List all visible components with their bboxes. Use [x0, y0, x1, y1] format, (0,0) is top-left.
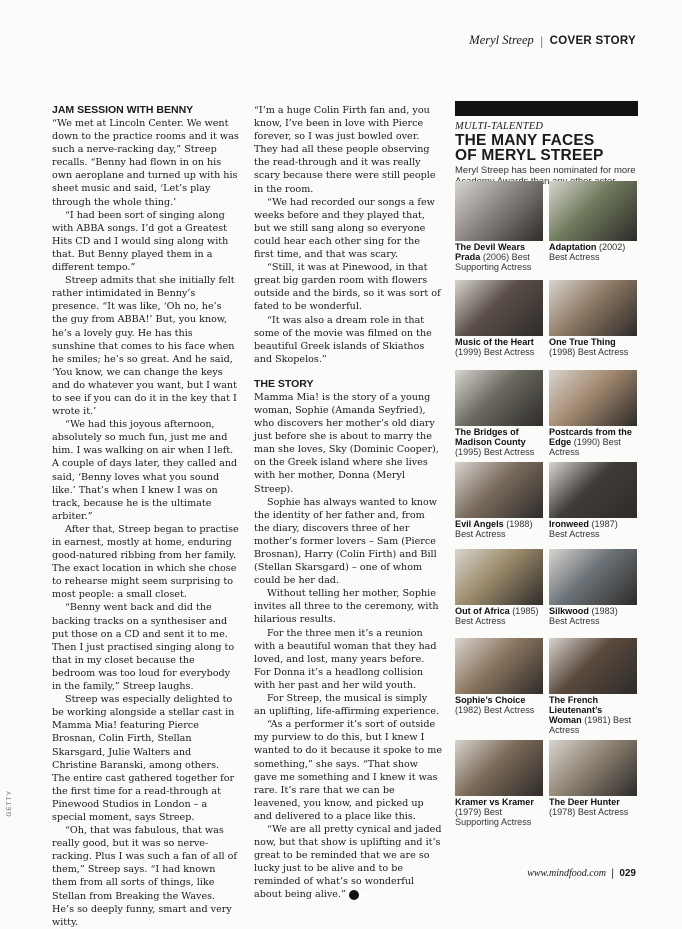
paragraph: “Oh, that was fabulous, that was really good, but it was so nerve-racking. Plus I was such a fan of all of them,” Streep says. “I had known them from all sorts of things, like Stellan from Breaking the Waves. He’s so deeply funny, smart and very witty.	[52, 825, 237, 928]
film-item	[549, 549, 637, 638]
film-award-detail: (2002) Best Actress	[549, 242, 626, 262]
paragraph-text: “We are all pretty cynical and jaded now, but that show is uplifting and it’s great to be reminded that we are so lucky just to be alive and to be reminded of what’s so wonderful about being alive.”	[254, 823, 442, 901]
paragraph: Mamma Mia! is the story of a young woman, Sophie (Amanda Seyfried), who discovers her mother’s old diary just before she is about to marry the man she loves, Sky (Dominic Cooper), on the Greek island where she lives with her mother, Donna (Meryl Streep).	[254, 391, 439, 495]
film-award-detail: (1981) Best Actress	[549, 715, 632, 735]
film-item	[455, 638, 543, 740]
film-award-detail: (1990) Best Actress	[549, 437, 621, 457]
film-award-detail: (1988) Best Actress	[455, 519, 533, 539]
film-caption	[455, 518, 543, 549]
paragraph: For the three men it’s a reunion with a beautiful woman that they had loved, and lost, many years before. For Donna it’s a headlong collision with her past and her wild youth.	[254, 627, 437, 691]
film-still-photo	[455, 549, 543, 605]
film-award-detail: (1983) Best Actress	[549, 606, 618, 626]
section-heading-jam-session: JAM SESSION WITH BENNY	[52, 104, 194, 116]
paragraph: “We had this joyous afternoon, absolutely so much fun, just me and him. I was walking on air when I left. A couple of days later, they called and said, ‘Benny loves what you sound like.’ That’s when I knew I was on track, because he is the ultimate arbiter.”	[52, 419, 238, 522]
film-title: Music of the Heart	[455, 337, 534, 347]
sidebar-intro: Meryl Streep has been nominated for more	[455, 165, 636, 176]
film-title: Evil Angels	[455, 519, 504, 529]
film-caption	[455, 336, 543, 370]
film-award-detail: (1998) Best Actress	[549, 347, 629, 357]
film-still-photo	[549, 280, 637, 336]
film-title: Kramer vs Kramer	[455, 797, 534, 807]
film-still-photo	[455, 370, 543, 426]
paragraph: “Still, it was at Pinewood, in that great big garden room with flowers outside and the birds, so it was sort of fated to be wonderful.	[254, 262, 441, 313]
sidebar-title	[455, 133, 638, 163]
film-title: Sophie’s Choice	[455, 695, 526, 705]
film-item	[455, 462, 543, 549]
end-mark-icon: MF	[349, 890, 359, 900]
film-award-detail: (1999) Best Actress	[455, 347, 535, 357]
page-footer	[527, 868, 636, 879]
paragraph: Streep was especially delighted to be working alongside a stellar cast in Mamma Mia! featuring Pierce Brosnan, Colin Firth, Stellan Skarsgard, Julie Walters and Christine Baranski, among others. The entire cast gathered together for the first time for a read-through at Pinewood Studios in London – a special moment, says Streep.	[52, 694, 235, 823]
film-award-detail: (1987) Best Actress	[549, 519, 618, 539]
film-caption	[455, 241, 543, 280]
sidebar-kicker: MULTI-TALENTED	[455, 121, 544, 132]
film-item	[549, 462, 637, 549]
film-item	[455, 549, 543, 638]
paragraph: Streep admits that she initially felt rather intimidated in Benny’s presence. “It was like, ‘Oh no, he’s the guy from ABBA!’ But, you know, he’s a lovely guy. He has this sunshine that comes to his face when he smiles; he’s so great. And he said, ‘You know, we can change the keys and do whatever you want, but I want to see if you can do it in the key that I wrote it.’	[52, 275, 237, 418]
header-separator: |	[539, 33, 544, 48]
paragraph: “I’m a huge Colin Firth fan and, you know, I’ve been in love with Pierce forever, so I was just bowled over. They had all these people observing the read-through and it was really scary because there were still people in the room.	[254, 105, 436, 195]
film-still-photo	[549, 740, 637, 796]
sidebar-black-bar	[455, 101, 638, 116]
paragraph: After that, Streep began to practise in earnest, mostly at home, enduring good-natured ribbing from her family. The exact location in which she chose to rehearse might seem surprising to most people: a small closet.	[52, 523, 239, 601]
film-still-photo	[549, 181, 637, 241]
film-award-detail: (1979) Best Supporting Actress	[455, 807, 532, 827]
film-title: One True Thing	[549, 337, 616, 347]
film-row	[455, 181, 638, 280]
film-award-detail: (1995) Best Actress	[455, 447, 535, 457]
film-item	[455, 280, 543, 370]
film-caption	[549, 694, 637, 740]
film-title: Ironweed	[549, 519, 589, 529]
film-award-detail: (1978) Best Actress	[549, 807, 629, 817]
paragraph: “I had been sort of singing along with ABBA songs. I’d got a Greatest Hits CD and I would sing along with that. But Benny played them in a different tempo.”	[52, 209, 229, 274]
film-caption	[549, 336, 637, 370]
film-title: The Bridges of Madison County	[455, 427, 526, 447]
film-still-photo	[549, 370, 637, 426]
sidebar-title-line: THE MANY FACES	[455, 132, 595, 149]
film-item	[549, 370, 637, 462]
header-section: COVER STORY	[549, 34, 636, 47]
film-title: The Devil Wears Prada	[455, 242, 526, 262]
article-column-1	[52, 104, 239, 929]
film-caption	[455, 796, 543, 837]
photo-credit: GETTY	[6, 790, 13, 817]
film-still-photo	[549, 462, 637, 518]
film-item	[549, 280, 637, 370]
film-title: The Deer Hunter	[549, 797, 620, 807]
film-caption	[549, 426, 637, 462]
film-row	[455, 370, 638, 462]
film-item	[455, 370, 543, 462]
film-caption	[549, 241, 637, 280]
paragraph: Sophie has always wanted to know the identity of her father and, from the diary, discovers three of her mother’s former lovers – Sam (Pierce Brosnan), Harry (Colin Firth) and Bill (Stellan Skarsgard) – one of whom could be her dad.	[254, 496, 437, 587]
film-row	[455, 280, 638, 370]
paragraph: For Streep, the musical is simply an uplifting, life-affirming experience.	[254, 693, 440, 718]
film-award-detail: (2006) Best Supporting Actress	[455, 252, 532, 272]
article-column-2	[254, 104, 442, 902]
section-heading-the-story: THE STORY	[254, 377, 314, 390]
film-item	[549, 638, 637, 740]
paragraph: Without telling her mother, Sophie invites all three to the ceremony, with hilarious results.	[254, 588, 439, 626]
paragraph-final	[254, 823, 442, 902]
film-still-photo	[549, 638, 637, 694]
paragraph: “As a performer it’s sort of outside my purview to do this, but I knew I wanted to do it because it spoke to me something,” she says. “That show gave me something and I knew it was rare. It’s rare that we can be leavened, you know, and picked up and delivered to a place like this.	[254, 719, 443, 822]
film-still-photo	[455, 462, 543, 518]
film-row	[455, 549, 638, 638]
film-row	[455, 638, 638, 740]
film-row	[455, 462, 638, 549]
film-item	[549, 740, 637, 837]
paragraph: “Benny went back and did the backing tracks on a synthesiser and put those on a CD and sent it to me. Then I just practised singing along to that in my closet because the bedroom was too loud for everybody in the family,” Streep laughs.	[52, 602, 235, 693]
film-still-photo	[455, 181, 543, 241]
paragraph: “We had recorded our songs a few weeks before and they played that, but we still sang along so everyone could hear each other sing for the first time, and that was scary.	[254, 196, 435, 261]
film-item	[455, 181, 543, 280]
film-caption	[549, 796, 637, 837]
film-caption	[455, 426, 543, 462]
film-caption	[549, 605, 637, 638]
film-still-photo	[455, 280, 543, 336]
film-caption	[455, 694, 543, 740]
film-award-detail: (1982) Best Actress	[455, 705, 535, 715]
header-title: Meryl Streep	[469, 33, 534, 47]
film-grid	[455, 181, 638, 837]
film-title: Silkwood	[549, 606, 589, 616]
paragraph: “We met at Lincoln Center. We went down to the practice rooms and it was such a nerve-racking day,” Streep recalls. “Benny had flown in on his own aeroplane and turned up with his sheet music and said, ‘Let’s play through the whole thing.’	[52, 118, 239, 208]
film-title: Postcards from the Edge	[549, 427, 632, 447]
running-header	[469, 33, 636, 48]
film-still-photo	[455, 638, 543, 694]
film-award-detail: (1985) Best Actress	[455, 606, 539, 626]
sidebar-header	[455, 101, 638, 187]
film-still-photo	[455, 740, 543, 796]
film-title: Out of Africa	[455, 606, 510, 616]
film-title: Adaptation	[549, 242, 597, 252]
paragraph: “It was also a dream role in that some of the movie was filmed on the beautiful Greek islands of Skiathos and Skopelos.”	[254, 314, 432, 365]
film-item	[455, 740, 543, 837]
film-caption	[549, 518, 637, 549]
film-caption	[455, 605, 543, 638]
film-row	[455, 740, 638, 837]
sidebar-title-line: OF MERYL STREEP	[455, 147, 604, 164]
film-item	[549, 181, 637, 280]
page-number: 029	[619, 868, 636, 879]
film-still-photo	[549, 549, 637, 605]
film-title: The French Lieutenant’s Woman	[549, 695, 603, 725]
footer-separator: |	[610, 868, 615, 879]
footer-url: www.mindfood.com	[527, 868, 606, 879]
